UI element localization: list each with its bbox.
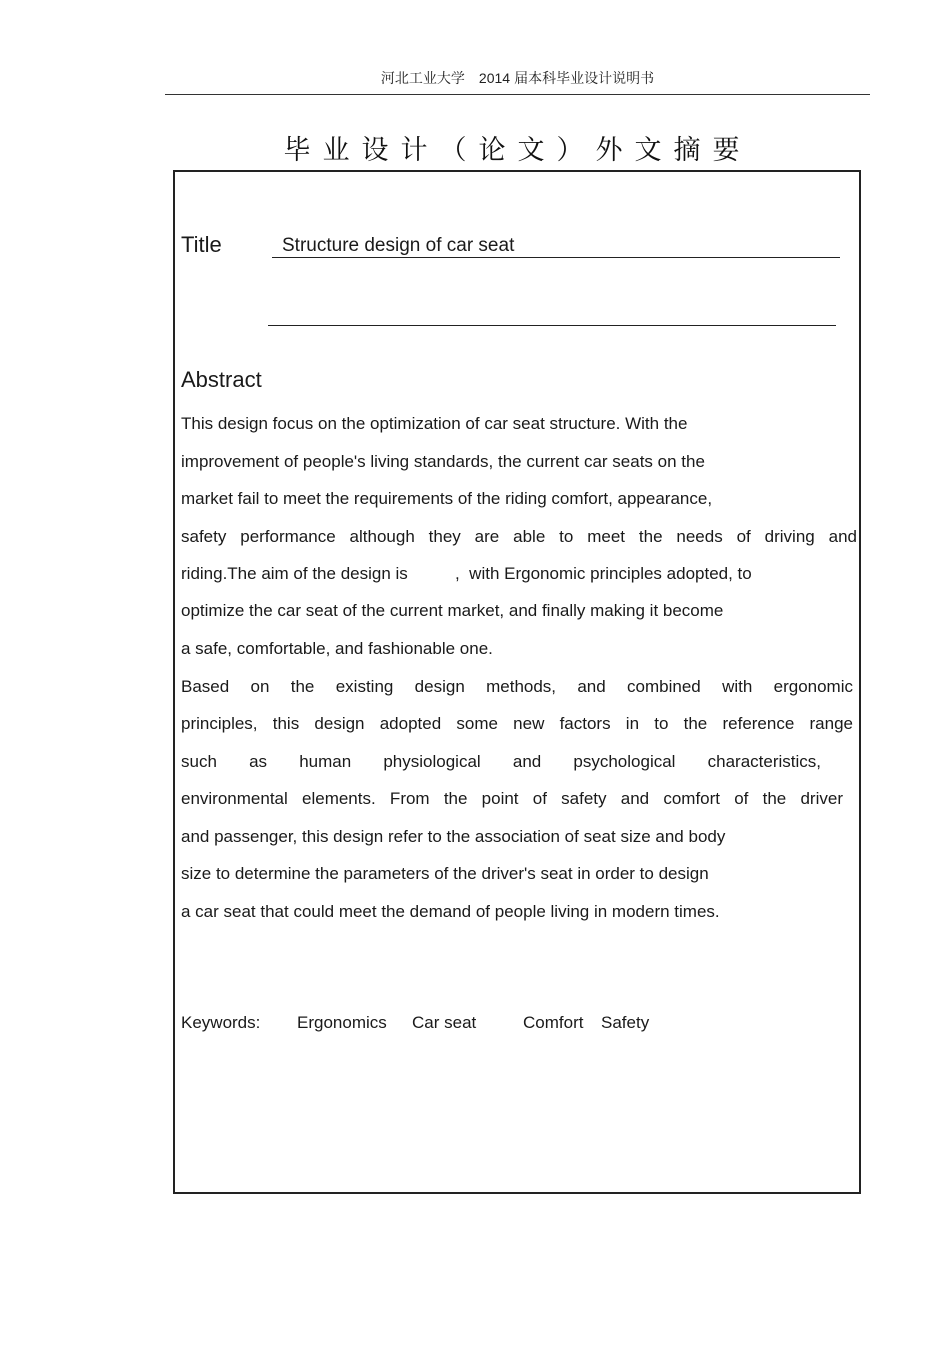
- abstract-line: environmental elements. From the point of safety and comfort of the driver: [181, 789, 843, 808]
- keyword-item: Comfort: [523, 1013, 584, 1032]
- keyword-item: Car seat: [412, 1013, 477, 1032]
- abstract-line: a safe, comfortable, and fashionable one.: [181, 639, 493, 658]
- document-title: 毕业设计（论文）外文摘要: [283, 135, 752, 166]
- keywords-label: Keywords:: [181, 1013, 261, 1032]
- abstract-line: and passenger, this design refer to the association of seat size and body: [181, 827, 726, 846]
- page-header: [165, 68, 870, 88]
- title-label: Title: [181, 232, 222, 257]
- abstract-line: principles, this design adopted some new factors in to the reference range: [181, 714, 853, 733]
- header-university: 河北工业大学: [380, 71, 465, 87]
- abstract-line: size to determine the parameters of the driver's seat in order to design: [181, 864, 709, 883]
- abstract-line: optimize the car seat of the current market, and finally making it become: [181, 601, 724, 620]
- title-second-underline: [268, 325, 836, 326]
- keyword-item: Safety: [601, 1013, 650, 1032]
- abstract-line: This design focus on the optimization of car seat structure. With the: [181, 414, 688, 433]
- title-value: Structure design of car seat: [272, 233, 840, 258]
- abstract-line: Based on the existing design methods, and combined with ergonomic: [181, 677, 853, 696]
- abstract-line: improvement of people's living standards, the current car seats on the: [181, 452, 705, 471]
- keyword-item: Ergonomics: [297, 1013, 387, 1032]
- abstract-line: market fail to meet the requirements of the riding comfort, appearance,: [181, 489, 713, 508]
- abstract-line: a car seat that could meet the demand of people living in modern times.: [181, 902, 720, 921]
- header-divider: [165, 94, 870, 95]
- abstract-line: such as human physiological and psychological characteristics,: [181, 752, 821, 771]
- abstract-heading: Abstract: [181, 367, 262, 392]
- header-year: 2014: [478, 70, 511, 86]
- abstract-line: riding.The aim of the design is , with Ergonomic principles adopted, to: [181, 564, 752, 583]
- abstract-line: safety performance although they are able to meet the needs of driving and: [181, 527, 857, 546]
- header-doc-type: 届本科毕业设计说明书: [514, 71, 655, 87]
